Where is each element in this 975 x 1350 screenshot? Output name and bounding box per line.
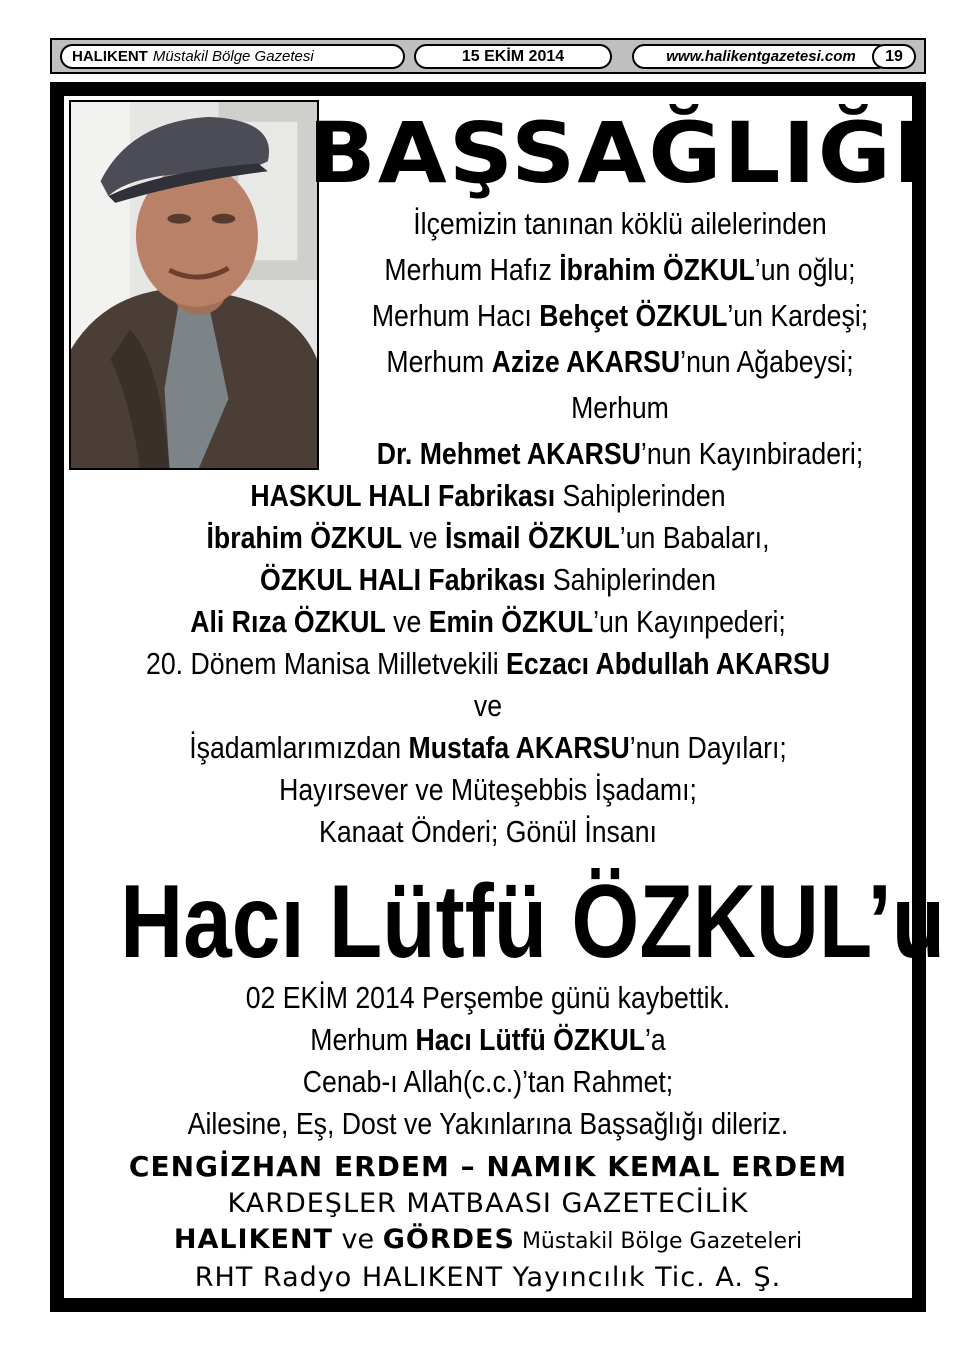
signature-paper-1: HALIKENT [173, 1224, 333, 1255]
name-highlight: Hacı Lütfü ÖZKUL [415, 1022, 645, 1057]
text-segment: Ailesine, Eş, Dost ve Yakınlarına Başsağlığı dileriz. [187, 1106, 789, 1141]
text-line [111, 520, 864, 556]
portrait-photo [69, 100, 319, 470]
text-segment: ’nun Dayıları; [629, 730, 787, 765]
deceased-name: Hacı Lütfü ÖZKUL’u [120, 864, 946, 980]
name-highlight: İsmail ÖZKUL [444, 520, 620, 555]
text-line [364, 390, 877, 426]
signature-paper-2: GÖRDES [382, 1224, 515, 1255]
text-line [111, 1106, 864, 1142]
name-highlight: ÖZKUL HALI Fabrikası [260, 562, 546, 597]
text-line [364, 298, 877, 334]
text-segment: ’nun Ağabeysi; [680, 344, 854, 379]
name-highlight: Mustafa AKARSU [408, 730, 630, 765]
text-segment: ’un oğlu; [754, 252, 856, 287]
text-segment: Merhum [310, 1022, 416, 1057]
text-line [111, 478, 864, 514]
signature-papers-join: ve [332, 1224, 383, 1255]
notice-title: BAŞSAĞLIĞI [307, 104, 929, 202]
text-line [111, 646, 864, 682]
text-line [364, 436, 877, 472]
text-segment: Merhum Hafız [384, 252, 560, 287]
page-number: 19 [872, 44, 916, 69]
text-line [111, 604, 864, 640]
text-segment: Hayırsever ve Müteşebbis İşadamı; [279, 772, 697, 807]
signature-papers-rest: Müstakil Bölge Gazeteleri [514, 1229, 803, 1254]
name-highlight: Behçet ÖZKUL [539, 298, 728, 333]
text-line [111, 730, 864, 766]
name-highlight: İbrahim ÖZKUL [206, 520, 403, 555]
paper-name: HALIKENT [72, 48, 148, 65]
text-line [111, 1022, 864, 1058]
paper-subtitle: Müstakil Bölge Gazetesi [152, 48, 314, 65]
text-line [364, 206, 877, 242]
text-segment: ’un Babaları, [619, 520, 770, 555]
name-highlight: İbrahim ÖZKUL [559, 252, 755, 287]
name-highlight: Eczacı Abdullah AKARSU [506, 646, 830, 681]
newspaper-header [50, 38, 926, 74]
text-segment: ve [473, 688, 503, 723]
text-segment: ’un Kayınpederi; [593, 604, 786, 639]
text-line [364, 344, 877, 380]
paper-name-pill [60, 44, 405, 69]
text-segment: Merhum [571, 390, 669, 425]
text-segment: Cenab-ı Allah(c.c.)’tan Rahmet; [302, 1064, 674, 1099]
name-highlight: Dr. Mehmet AKARSU [376, 436, 641, 471]
name-highlight: Emin ÖZKUL [428, 604, 594, 639]
text-line [364, 252, 877, 288]
signature-names: CENGİZHAN ERDEM – NAMIK KEMAL ERDEM [128, 1150, 848, 1183]
signature-papers [50, 1224, 926, 1255]
text-line [111, 562, 864, 598]
name-highlight: Ali Rıza ÖZKUL [190, 604, 386, 639]
text-segment: ’nun Kayınbiraderi; [640, 436, 864, 471]
issue-date: 15 EKİM 2014 [414, 44, 612, 69]
text-segment: Merhum Hacı [371, 298, 540, 333]
signature-company: KARDEŞLER MATBAASI GAZETECİLİK [227, 1188, 749, 1219]
text-line [111, 814, 864, 850]
text-line [111, 980, 864, 1016]
text-segment: ’a [644, 1022, 666, 1057]
text-segment: Sahiplerinden [555, 478, 726, 513]
text-segment: Sahiplerinden [545, 562, 716, 597]
text-segment: Kanaat Önderi; Gönül İnsanı [319, 814, 657, 849]
name-highlight: HASKUL HALI Fabrikası [250, 478, 556, 513]
text-segment: ve [402, 520, 445, 555]
text-segment: ’un Kardeşi; [727, 298, 869, 333]
text-segment: 02 EKİM 2014 Perşembe günü kaybettik. [245, 980, 731, 1015]
name-highlight: Azize AKARSU [491, 344, 681, 379]
text-segment: İlçemizin tanınan köklü ailelerinden [413, 206, 827, 241]
portrait-photo-icon [71, 102, 317, 468]
text-segment: Merhum [386, 344, 492, 379]
text-segment: ve [385, 604, 429, 639]
text-line [111, 772, 864, 808]
text-line [111, 688, 864, 724]
text-line [111, 1064, 864, 1100]
text-segment: 20. Dönem Manisa Milletvekili [146, 646, 507, 681]
text-segment: İşadamlarımızdan [189, 730, 409, 765]
signature-radio: RHT Radyo HALIKENT Yayıncılık Tic. A. Ş. [194, 1262, 782, 1293]
website-link[interactable]: www.halikentgazetesi.com [632, 44, 890, 69]
